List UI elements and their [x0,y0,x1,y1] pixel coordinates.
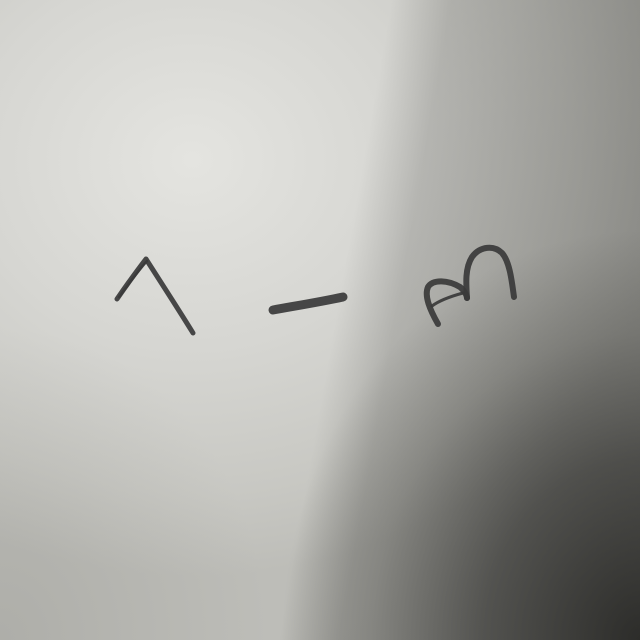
handwritten-minus-sign [273,297,343,310]
handwritten-digit-three [427,248,514,324]
handwritten-wedge-symbol [117,259,193,333]
